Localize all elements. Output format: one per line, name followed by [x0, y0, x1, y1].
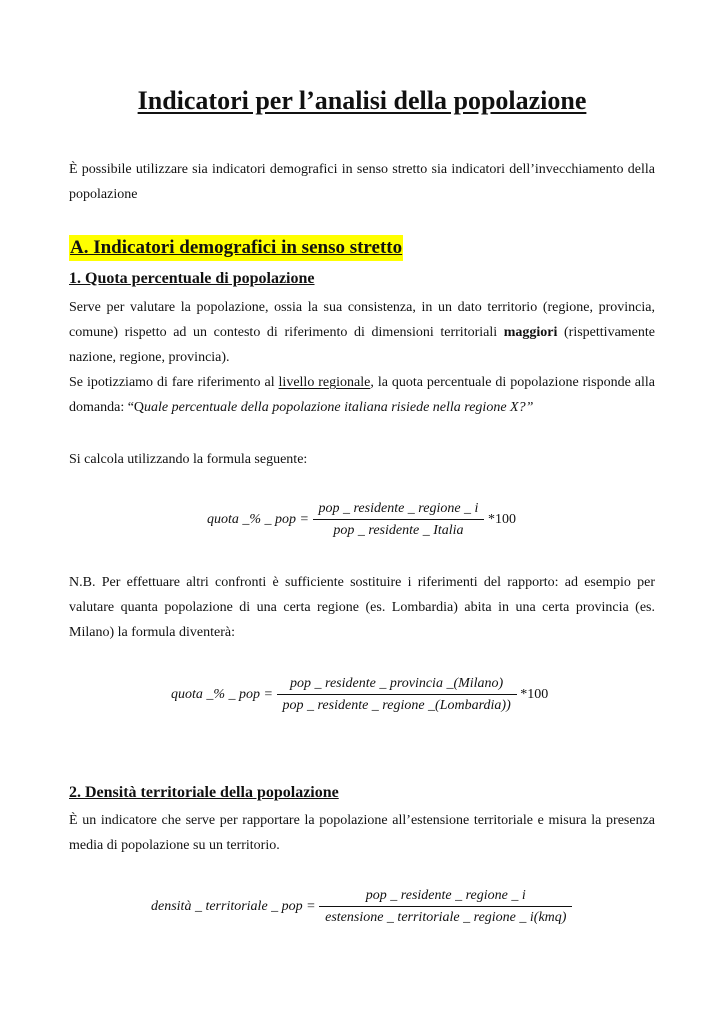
formula-densita — [151, 887, 572, 927]
formula-quota-regione — [207, 500, 516, 540]
underlined-text-run: livello regionale — [278, 375, 371, 390]
subsection-2-paragraph: È un indicatore che serve per rapportare la popolazione all’estensione territoriale e misura la presenza media di popolazione su un territorio. — [69, 813, 655, 853]
fraction-denominator: pop _ residente _ regione _(Lombardia)) — [282, 698, 511, 713]
italic-text-run: uale percentuale della popolazione italiana risiede nella regione X?” — [144, 400, 534, 415]
intro-paragraph: È possibile utilizzare sia indicatori demografici in senso stretto sia indicatori dell’invecchiamento della popolazione — [69, 162, 655, 202]
fraction-numerator: pop _ residente _ regione _ i — [319, 887, 572, 907]
fraction — [313, 500, 485, 540]
formula-lhs: densità _ territoriale _ pop = — [151, 899, 316, 914]
formula-multiplier: *100 — [520, 687, 549, 702]
section-a-heading: A. Indicatori demografici in senso stretto — [69, 235, 403, 261]
fraction — [277, 675, 517, 715]
fraction-denominator: estensione _ territoriale _ regione _ i(kmq) — [325, 910, 567, 925]
text-run: , la quota percentuale di popolazione risponde alla domanda: “Q — [69, 375, 655, 415]
subsection-1-paragraph-2 — [69, 370, 655, 420]
bold-text-run: maggiori — [503, 325, 558, 340]
nb-paragraph: N.B. Per effettuare altri confronti è sufficiente sostituire i riferimenti del rapporto: ad esempio per valutare quanta popolazione di una certa regione (es. Lombardia) abita in una certa provincia (es. Milano) la formula diventerà: — [69, 575, 655, 640]
formula-lhs: quota _% _ pop = — [207, 512, 309, 527]
text-run: (rispettivamente nazione, regione, provincia). — [69, 325, 655, 365]
fraction-numerator: pop _ residente _ provincia _(Milano) — [277, 675, 517, 695]
page-title: Indicatori per l’analisi della popolazione — [137, 86, 587, 115]
formula-multiplier: *100 — [487, 512, 516, 527]
text-run: Serve per valutare la popolazione, ossia la sua consistenza, in un dato territorio (regione, provincia, comune) rispetto ad un contesto di riferimento di dimensioni territoriali — [69, 300, 655, 340]
formula-intro: Si calcola utilizzando la formula seguente: — [69, 452, 308, 467]
fraction-numerator: pop _ residente _ regione _ i — [313, 500, 485, 520]
fraction — [319, 887, 572, 927]
text-run: Se ipotizziamo di fare riferimento al — [69, 375, 279, 390]
formula-quota-provincia — [171, 675, 548, 715]
subsection-2-heading: 2. Densità territoriale della popolazione — [69, 784, 339, 801]
formula-lhs: quota _% _ pop = — [171, 687, 273, 702]
subsection-1-paragraph-1 — [69, 295, 655, 370]
fraction-denominator: pop _ residente _ Italia — [333, 523, 464, 538]
subsection-1-heading: 1. Quota percentuale di popolazione — [69, 270, 315, 287]
